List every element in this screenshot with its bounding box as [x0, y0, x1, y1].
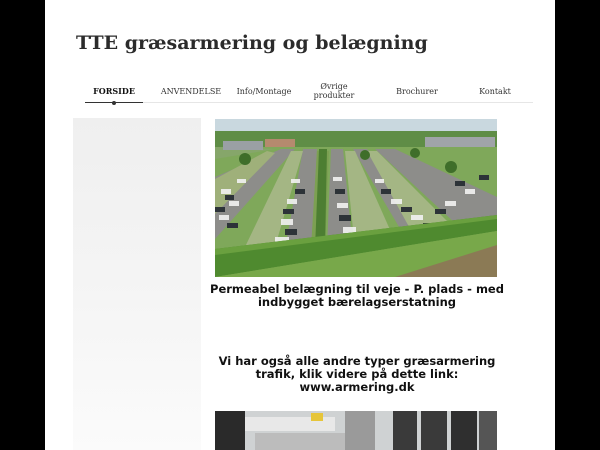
- nav-anvendelse[interactable]: ANVENDELSE: [160, 86, 222, 96]
- caption-armering-link[interactable]: Vi har også alle andre typer græsarmering trafik, klik videre på dette link: www.armering.dk: [218, 354, 496, 394]
- nav-kontakt[interactable]: Kontakt: [479, 86, 511, 96]
- parking-lot-photo[interactable]: [215, 119, 497, 277]
- nav-oevrige-produkter[interactable]: Øvrige produkter: [313, 82, 355, 100]
- main-navigation: [85, 80, 533, 103]
- nav-brochurer[interactable]: Brochurer: [396, 86, 438, 96]
- sidebar: [73, 118, 201, 450]
- nav-info-montage[interactable]: Info/Montage: [236, 86, 292, 96]
- truck-photo[interactable]: [215, 411, 497, 450]
- page: [45, 0, 555, 450]
- nav-forside[interactable]: FORSIDE: [85, 80, 143, 103]
- caption-permeabel: Permeabel belægning til veje - P. plads - med indbygget bærelagserstatning: [210, 282, 504, 309]
- site-title[interactable]: TTE græsarmering og belægning: [76, 32, 428, 54]
